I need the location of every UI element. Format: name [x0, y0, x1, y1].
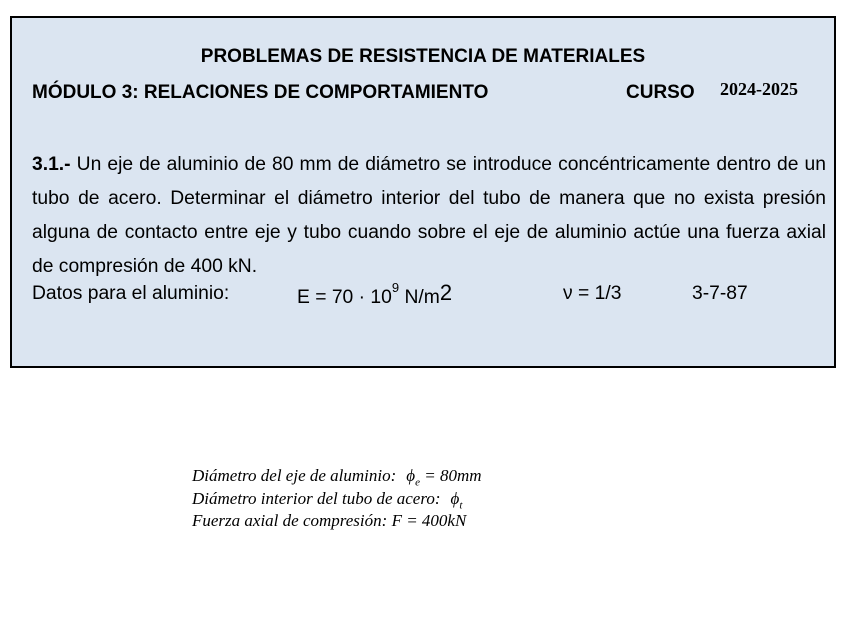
data-label: Datos para el aluminio:: [32, 283, 230, 304]
phi-symbol: ϕ: [450, 488, 460, 508]
phi-subscript: e: [415, 476, 420, 489]
module-title: MÓDULO 3: RELACIONES DE COMPORTAMIENTO: [32, 82, 489, 103]
problem-number: 3.1.-: [32, 154, 71, 175]
problem-text: Un eje de aluminio de 80 mm de diámetro se introduce concéntricamente dentro de un tubo de acero. Determinar el diámetro interior del tubo de manera que no exista presión alguna de contacto entre eje y tubo cuando sobre el eje de aluminio actúe una fuerza axial de compresión de 400 kN.: [32, 154, 826, 277]
given-label: Fuerza axial de compresión:: [192, 511, 388, 530]
curso-label: CURSO: [626, 82, 695, 103]
young-modulus-exponent: 9: [391, 279, 400, 295]
phi-symbol: ϕ: [406, 466, 416, 485]
problem-date: 3-7-87: [692, 283, 748, 304]
given-value: = 80mm: [419, 466, 482, 485]
given-data: [192, 465, 482, 533]
young-modulus-unit: N/m: [399, 287, 440, 308]
problem-box: [10, 16, 836, 368]
young-modulus: [297, 279, 453, 309]
poisson-ratio: ν = 1/3: [563, 283, 622, 304]
given-row-shaft-diameter: [192, 465, 482, 488]
given-label: Diámetro del eje de aluminio:: [192, 466, 397, 485]
young-modulus-prefix: E = 70 · 10: [297, 287, 392, 308]
page-title: PROBLEMAS DE RESISTENCIA DE MATERIALES: [200, 46, 646, 67]
given-row-axial-force: [192, 510, 482, 533]
given-label: Diámetro interior del tubo de acero:: [192, 488, 441, 508]
young-modulus-unit-exponent: 2: [439, 280, 453, 305]
curso-year: 2024-2025: [720, 79, 798, 99]
phi-subscript: t: [459, 498, 463, 511]
given-value: F = 400kN: [391, 511, 467, 530]
given-row-tube-diameter: [192, 488, 482, 511]
problem-statement: [32, 148, 826, 284]
